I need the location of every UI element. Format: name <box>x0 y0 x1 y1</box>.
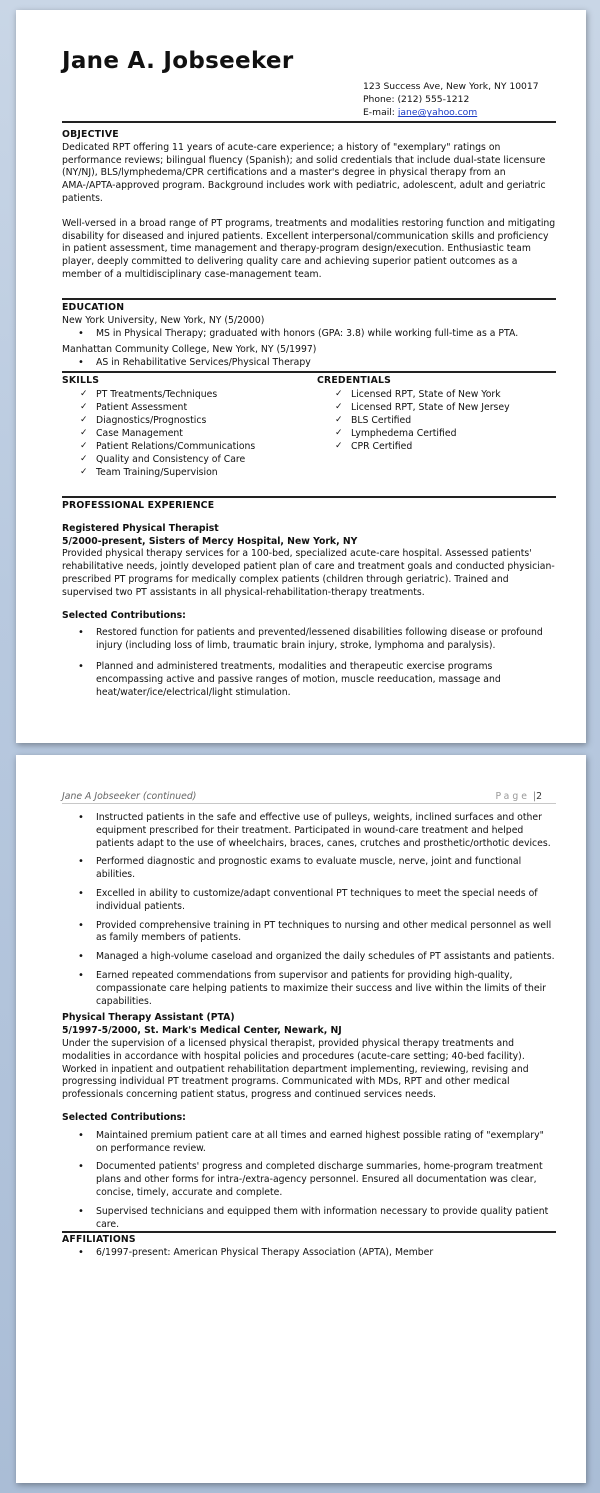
job-dates: 5/1997-5/2000, St. Mark's Medical Center, Newark, NJ <box>62 1025 342 1037</box>
skill-item: ✓ Case Management <box>62 427 312 440</box>
objective-heading: OBJECTIVE <box>62 129 119 140</box>
contributions-heading: Selected Contributions: <box>62 1111 186 1123</box>
running-header-name: Jane A Jobseeker (continued) <box>62 791 197 802</box>
affiliation-item: • 6/1997-present: American Physical Therapy Association (APTA), Member <box>62 1247 556 1260</box>
phone: Phone: (212) 555-1212 <box>363 94 470 106</box>
credential-item: ✓ CPR Certified <box>317 440 556 453</box>
contribution-item: • Earned repeated commendations from supervisor and patients for providing high-quality, compassionate care helping patients to maximize their success and live within the limits of their capabilities. <box>62 970 556 1008</box>
contributions-heading: Selected Contributions: <box>62 609 186 621</box>
job-summary: Provided physical therapy services for a 100-bed, specialized acute-care hospital. Assessed patients' rehabilitative needs, jointly developed patient plan of care and treatment goals and conducted physician-prescribed PT programs for medically complex patients (children through geriatric). Trained and supervised two PT assistants in all physical-rehabilitation-therapy treatments. <box>62 548 555 598</box>
objective-para-1: Dedicated RPT offering 11 years of acute-care experience; a history of "exemplary" ratings on performance reviews; bilingual fluency (Spanish); and solid credentials that include dual-state licensure (NY/NJ), BLS/lymphedema/CPR certifications and a master's degree in physical therapy from an AMA-/APTA-approved program. Background includes work with pediatric, adolescent, adult and geriatric patients. <box>62 141 546 204</box>
contribution-item: • Managed a high-volume caseload and organized the daily schedules of PT assistants and patients. <box>62 951 556 964</box>
job-dates: 5/2000-present, Sisters of Mercy Hospital, New York, NY <box>62 535 358 547</box>
credential-item: ✓ BLS Certified <box>317 414 556 427</box>
section-rule <box>62 496 556 498</box>
experience-continued <box>62 812 556 1235</box>
resume-page-2 <box>16 755 586 1483</box>
page-number <box>495 791 542 802</box>
school-2: Manhattan Community College, New York, NY (5/1997) <box>62 344 317 356</box>
school-1: New York University, New York, NY (5/2000) <box>62 314 265 326</box>
credential-item: ✓ Licensed RPT, State of New Jersey <box>317 401 556 414</box>
credential-item: ✓ Lymphedema Certified <box>317 427 556 440</box>
page-number-value: 2 <box>536 791 542 802</box>
contribution-item: • Maintained premium patient care at all times and earned highest possible rating of "exemplary" on performance review. <box>62 1130 556 1156</box>
affiliations-section <box>62 1234 556 1264</box>
contribution-item: • Documented patients' progress and completed discharge summaries, home-program treatment plans and other forms for intra-/extra-agency personnel. Ensured all documentation was clear, concise, timely, accurate and complete. <box>62 1161 556 1199</box>
skill-item: ✓ Patient Relations/Communications <box>62 440 312 453</box>
job-summary: Under the supervision of a licensed physical therapist, provided physical therapy treatments and modalities in accordance with hospital policies and procedures (acute-care setting; 40-bed facility). Worked in inpatient and outpatient rehabilitation department implementing, reviewing, revising and progressing individual PT treatment programs. Communicated with MDs, RPT and other medical professionals concerning patient status, progress and continued services needs. <box>62 1037 529 1101</box>
contact-block <box>363 80 539 120</box>
skill-item: ✓ Patient Assessment <box>62 401 312 414</box>
section-rule <box>62 371 556 373</box>
affiliations-heading: AFFILIATIONS <box>62 1234 136 1245</box>
contribution-item: • Instructed patients in the safe and effective use of pulleys, weights, inclined surfaces and other equipment prescribed for their treatment. Participated in wound-care treatment and helped patients adapt to the use of wheelchairs, braces, canes, crutches and prosthetic/orthotic devices. <box>62 812 556 850</box>
education-heading: EDUCATION <box>62 302 125 313</box>
job-title: Registered Physical Therapist <box>62 522 219 534</box>
credentials-heading: CREDENTIALS <box>317 375 391 386</box>
degree-1: • MS in Physical Therapy; graduated with honors (GPA: 3.8) while working full-time as a PTA. <box>62 328 556 341</box>
page-separator: | <box>532 791 537 802</box>
skill-item: ✓ PT Treatments/Techniques <box>62 388 312 401</box>
skills-section <box>62 375 312 479</box>
section-rule <box>62 298 556 300</box>
credential-item: ✓ Licensed RPT, State of New York <box>317 388 556 401</box>
degree-2: • AS in Rehabilitative Services/Physical Therapy <box>62 357 556 370</box>
contribution-item: • Performed diagnostic and prognostic exams to evaluate muscle, nerve, joint and functional abilities. <box>62 856 556 882</box>
skill-item: ✓ Diagnostics/Prognostics <box>62 414 312 427</box>
skills-heading: SKILLS <box>62 375 100 386</box>
address: 123 Success Ave, New York, NY 10017 <box>363 81 539 92</box>
candidate-name: Jane A. Jobseeker <box>62 48 294 74</box>
email-line <box>363 106 539 119</box>
experience-heading: PROFESSIONAL EXPERIENCE <box>62 500 215 511</box>
email-label: E-mail: <box>363 107 398 119</box>
resume-page-1 <box>16 10 586 743</box>
contribution-item: • Restored function for patients and prevented/lessened disabilities following disease or profound injury (including loss of limb, traumatic brain injury, stroke, lymphoma and paralysis). <box>62 627 556 653</box>
contribution-item: • Provided comprehensive training in PT techniques to nursing and other medical personnel as well as family members of patients. <box>62 920 556 946</box>
header-divider <box>62 803 556 804</box>
education-section <box>62 302 556 374</box>
job-title: Physical Therapy Assistant (PTA) <box>62 1012 235 1024</box>
email-link[interactable]: jane@yahoo.com <box>397 107 478 119</box>
page-word: Page <box>495 791 530 802</box>
contribution-item: • Planned and administered treatments, modalities and therapeutic exercise programs encompassing active and passive ranges of motion, muscle reeducation, massage and heat/water/ice/electrical/light stimulation. <box>62 661 556 699</box>
objective-section <box>62 129 556 282</box>
section-rule <box>62 121 556 123</box>
running-header <box>62 791 556 802</box>
contribution-item: • Excelled in ability to customize/adapt conventional PT techniques to meet the special needs of individual patients. <box>62 888 556 914</box>
contribution-item: • Supervised technicians and equipped them with information necessary to provide quality patient care. <box>62 1206 556 1232</box>
skill-item: ✓ Team Training/Supervision <box>62 466 312 479</box>
skill-item: ✓ Quality and Consistency of Care <box>62 453 312 466</box>
objective-para-2: Well-versed in a broad range of PT programs, treatments and modalities restoring function and mitigating disability for diseased and injured patients. Excellent interpersonal/communication skills and proficiency in patient assessment, time management and therapy-program design/execution. Enthusiastic team player, deeply committed to delivering quality care and achieving superior patient outcomes as a member of a multidisciplinary case-management team. <box>62 217 556 280</box>
experience-section <box>62 500 556 703</box>
credentials-section <box>317 375 556 453</box>
